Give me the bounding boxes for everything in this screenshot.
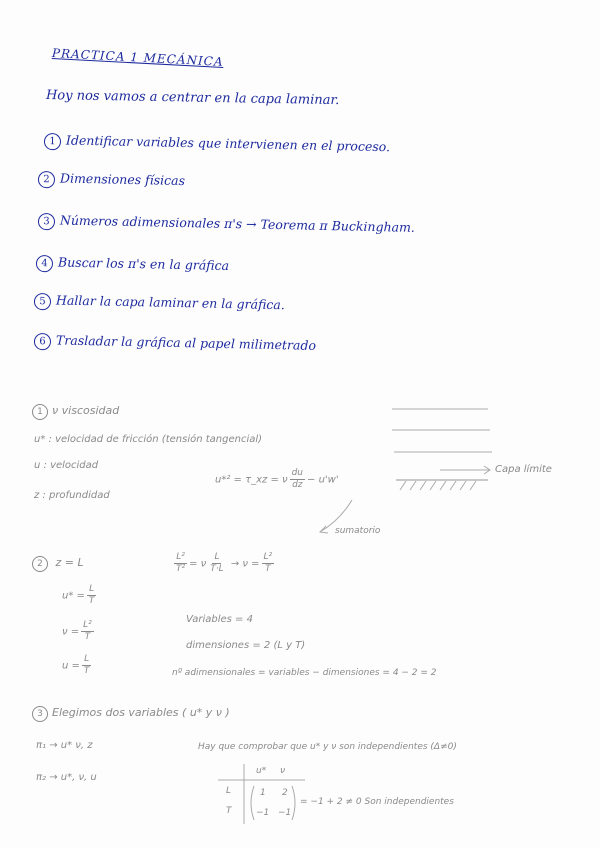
det-bracket-right <box>292 786 295 820</box>
s2-variables: Variables = 4 <box>186 614 253 625</box>
capa-limite-label: Capa límite <box>495 464 552 475</box>
num: L² <box>83 620 92 630</box>
step-number: 6 <box>34 333 51 350</box>
det-bracket-left <box>251 786 254 820</box>
s3-pi1: π₁ → u* ν, z <box>36 740 93 751</box>
den: T <box>88 596 95 606</box>
den: T <box>83 666 90 676</box>
step-text: Números adimensionales π's → Teorema π Buckingham. <box>59 212 416 235</box>
den: T·L <box>210 564 224 574</box>
mid: = ν <box>189 558 207 570</box>
den: T <box>84 632 91 642</box>
num: L <box>214 552 220 562</box>
page-title: PRACTICA 1 MECÁNICA <box>51 46 224 69</box>
matrix-c: −1 <box>256 808 270 818</box>
step-number: 2 <box>38 171 55 188</box>
sumatorio-label: sumatorio <box>335 526 381 536</box>
s3-head-text: Elegimos dos variables ( u* y ν ) <box>52 706 230 719</box>
step-text: Dimensiones físicas <box>59 170 186 189</box>
s2-count: nº adimensionales = variables − dimensiones = 4 − 2 = 2 <box>172 668 437 678</box>
matrix-col2: ν <box>280 766 286 776</box>
step-text: Buscar los π's en la gráfica <box>57 254 230 274</box>
s1-u: u : velocidad <box>34 460 99 471</box>
s1-ustar: u* : velocidad de fricción (tensión tangencial) <box>34 434 263 445</box>
s2-z <box>32 556 84 572</box>
s2-check <box>172 552 276 575</box>
s1-line1: ν viscosidad <box>52 404 120 417</box>
s2-ustar <box>62 584 98 607</box>
num: L² <box>176 552 185 562</box>
step-number: 1 <box>44 133 61 150</box>
eq-den: dz <box>292 480 303 490</box>
section-number: 2 <box>32 556 48 572</box>
step-number: 5 <box>34 293 51 310</box>
step-text: Hallar la capa laminar en la gráfica. <box>55 292 285 313</box>
intro-text: Hoy nos vamos a centrar en la capa laminar. <box>45 88 340 109</box>
matrix-a: 1 <box>260 788 266 798</box>
num: L <box>89 584 95 594</box>
num: L <box>84 654 90 664</box>
s2-u <box>62 654 93 677</box>
label: u = <box>62 660 80 672</box>
s3-head <box>32 706 230 722</box>
s1-z: z : profundidad <box>34 490 110 501</box>
matrix-d: −1 <box>278 808 292 818</box>
den: T² <box>176 564 186 574</box>
section-number: 1 <box>32 404 48 420</box>
s2-z-text: z = L <box>55 556 84 569</box>
s2-dimensions: dimensiones = 2 (L y T) <box>186 640 306 651</box>
label: u* = <box>62 590 85 602</box>
label: ν = <box>62 626 80 638</box>
eq-right: − u'w' <box>307 474 339 486</box>
den: T <box>265 564 271 574</box>
s3-check: Hay que comprobar que u* y ν son independientes (Δ≠0) <box>198 742 457 752</box>
step-number: 3 <box>38 213 55 230</box>
eq-left: u*² = τ_xz = ν <box>215 474 288 486</box>
section-number: 3 <box>32 706 48 722</box>
s3-pi2: π₂ → u*, ν, u <box>36 772 97 783</box>
matrix-row2: T <box>226 806 232 816</box>
matrix-result: = −1 + 2 ≠ 0 Son independientes <box>300 797 454 807</box>
step-text: Identificar variables que intervienen en el proceso. <box>65 132 391 155</box>
matrix-b: 2 <box>282 788 288 798</box>
arrow: → ν = <box>230 558 260 570</box>
step-number: 4 <box>36 255 53 272</box>
eq-num: du <box>291 468 304 478</box>
num: L² <box>263 552 273 562</box>
matrix-col1: u* <box>256 766 267 776</box>
matrix-row1: L <box>226 786 232 796</box>
bed-hatch <box>400 481 476 490</box>
step-text: Trasladar la gráfica al papel milimetrado <box>55 332 317 353</box>
s2-nu <box>62 620 96 643</box>
